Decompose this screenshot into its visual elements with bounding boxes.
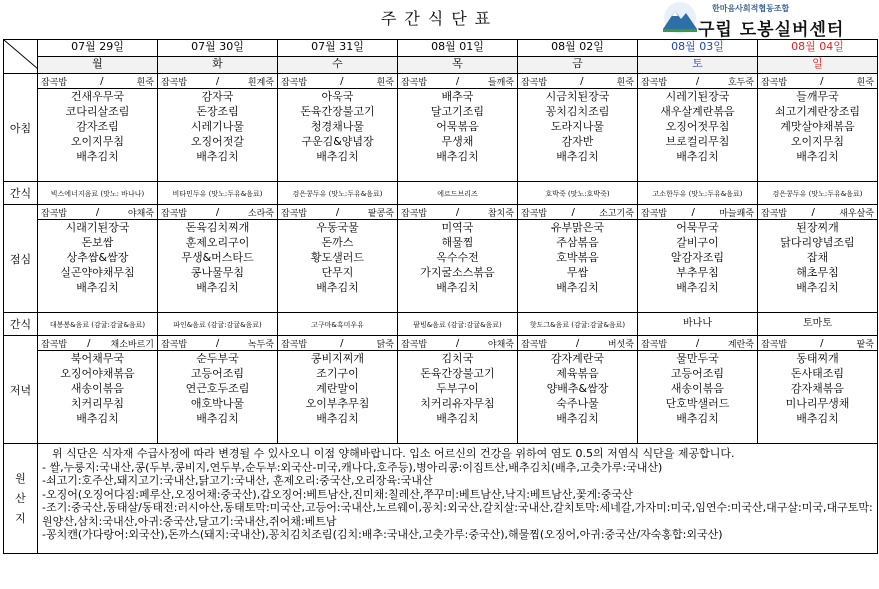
snack-text: 빅스에너지음료 (맛노: 바나나): [50, 189, 145, 198]
dish-item: 무쌈: [566, 266, 589, 279]
snack-cell: [278, 182, 398, 205]
rice-label: 잡곡밥: [281, 208, 308, 219]
porridge-label: 새우살죽: [839, 208, 874, 219]
dish-item: 치커리유자무침: [420, 397, 495, 410]
rice-label: 잡곡밥: [761, 339, 788, 350]
porridge-label: 소라죽: [247, 208, 274, 219]
rice-porridge-line: [758, 74, 877, 89]
dish-item: 유부맑은국: [550, 221, 605, 234]
corner-cell: [4, 40, 38, 74]
porridge-label: 닭죽: [376, 339, 394, 350]
dish-item: 돈까스: [321, 236, 354, 249]
dish-item: 배추김치: [556, 150, 599, 163]
date-cell: 07월 29일: [38, 40, 158, 57]
rice-porridge-line: [38, 336, 157, 351]
dish-item: 제육볶음: [556, 367, 599, 380]
slash-separator: /: [455, 75, 460, 87]
rice-label: 잡곡밥: [401, 339, 428, 350]
weekday-cell: 토: [638, 57, 758, 74]
dish-item: 돈육간장불고기: [420, 367, 495, 380]
snack-cell: [278, 313, 398, 336]
rice-label: 잡곡밥: [281, 339, 308, 350]
rice-label: 잡곡밥: [641, 339, 668, 350]
slash-separator: /: [571, 206, 575, 218]
dish-item: 배추김치: [316, 281, 359, 294]
dish-item: 구운김&양념장: [301, 135, 374, 148]
origin-label: [4, 444, 38, 554]
dish-item: 꽁치김치조림: [545, 105, 610, 118]
porridge-label: 흰죽: [616, 77, 634, 88]
meal-label-dinner: 저녁: [4, 336, 38, 444]
porridge-label: 참치죽: [487, 208, 514, 219]
rice-porridge-line: [158, 336, 277, 351]
dish-item: 콩비지찌개: [310, 352, 365, 365]
snack-cell: [398, 313, 518, 336]
dish-item: 배추김치: [316, 412, 359, 425]
origin-label-char: 산: [15, 491, 26, 505]
slash-separator: /: [691, 206, 695, 218]
snack-cell: [158, 182, 278, 205]
snack-text: 대봉봉&음료 (감귤:감귤&음료): [49, 320, 146, 329]
porridge-label: 버섯죽: [607, 339, 634, 350]
dish-item: 황도샐러드: [310, 251, 365, 264]
snack-cell: [758, 313, 878, 336]
meal-cell-dinner: [758, 336, 878, 444]
slash-separator: /: [820, 337, 824, 349]
rice-label: 잡곡밥: [281, 77, 308, 88]
page-title: 주간식단표: [380, 9, 499, 28]
meal-label-snack2: 간식: [4, 313, 38, 336]
dish-item: 연근호두조림: [185, 382, 250, 395]
dish-item: 오징어젓무침: [665, 120, 730, 133]
dish-item: 오이지무침: [790, 135, 845, 148]
meal-cell-dinner: [38, 336, 158, 444]
rice-porridge-line: [158, 205, 277, 220]
dish-item: 들깨무국: [796, 90, 839, 103]
weekday-cell: 일: [758, 57, 878, 74]
dish-item: 고등어조림: [670, 367, 725, 380]
dish-item: 잡채: [806, 251, 829, 264]
slash-separator: /: [695, 75, 700, 87]
slash-separator: /: [215, 75, 220, 87]
slash-separator: /: [811, 206, 815, 218]
weekday-cell: 월: [38, 57, 158, 74]
origin-note-line: -오징어(오징어다짐:페루산,오징어채:중국산),갑오징어:베트남산,진미채:칠레산,쭈꾸미:베트남산,낙지:베트남산,꽃게:중국산: [42, 487, 633, 501]
dish-item: 물만두국: [676, 352, 719, 365]
dish-item: 배추김치: [436, 281, 479, 294]
weekday-cell: 화: [158, 57, 278, 74]
dish-item: 돈보쌈: [81, 236, 114, 249]
slash-separator: /: [87, 337, 91, 349]
porridge-label: 팥죽: [856, 339, 874, 350]
slash-separator: /: [95, 206, 100, 218]
meal-cell-breakfast: [638, 74, 758, 182]
slash-separator: /: [215, 206, 220, 218]
snack-text: 에르드브리즈: [437, 189, 478, 198]
slash-separator: /: [820, 75, 824, 87]
porridge-label: 녹두죽: [247, 339, 274, 350]
dish-item: 무생&머스타드: [181, 251, 254, 264]
dish-item: 감자계란국: [550, 352, 605, 365]
porridge-label: 야채죽: [487, 339, 514, 350]
dish-item: 배추김치: [196, 281, 239, 294]
slash-separator: /: [455, 337, 460, 349]
meal-cell-lunch: [278, 205, 398, 313]
dish-item: 배추김치: [316, 150, 359, 163]
center-logo: [660, 1, 875, 40]
snack-text: 바나나: [683, 318, 712, 329]
rice-porridge-line: [518, 74, 637, 89]
snack-cell: [518, 182, 638, 205]
rice-label: 잡곡밥: [521, 208, 548, 219]
dish-item: 새우살계란볶음: [660, 105, 735, 118]
dish-item: 숙주나물: [556, 397, 599, 410]
origin-note-line: -조기:중국산,동태살/동태전:러시아산,동태토막:미국산,고등어:국내산,노르웨이,꽁치:외국산,갈치살:국내산,갈치토막:세네갈,가자미:미국,임연수:미국산,대구살:미국,대구토막:원양산,삼치:국내산,아귀:중국산,달고기:국내산,쥐어채:베트남: [42, 501, 873, 528]
meal-cell-lunch: [398, 205, 518, 313]
dish-item: 코다리살조림: [65, 105, 130, 118]
meal-cell-lunch: [38, 205, 158, 313]
dish-item: 돈육간장불고기: [300, 105, 375, 118]
rice-porridge-line: [38, 74, 157, 89]
dish-item: 오이지무침: [70, 135, 125, 148]
dish-item: 미역국: [441, 221, 474, 234]
weekday-cell: 수: [278, 57, 398, 74]
meal-cell-breakfast: [758, 74, 878, 182]
dish-item: 실곤약야채무침: [60, 266, 135, 279]
rice-porridge-line: [638, 336, 757, 351]
dish-item: 갈비구이: [676, 236, 719, 249]
snack-cell: [518, 313, 638, 336]
rice-porridge-line: [638, 74, 757, 89]
dish-item: 단무지: [321, 266, 354, 279]
dish-item: 감자국: [201, 90, 234, 103]
dish-item: 애호박나물: [190, 397, 245, 410]
dish-item: 호박볶음: [556, 251, 599, 264]
snack-text: 비타민두유 (맛노:두유&음료): [172, 189, 263, 198]
dish-item: 미나리무생채: [785, 397, 850, 410]
porridge-label: 흰죽: [136, 77, 154, 88]
rice-label: 잡곡밥: [761, 208, 788, 219]
dish-item: 배추김치: [556, 281, 599, 294]
rice-label: 잡곡밥: [641, 77, 668, 88]
dish-item: 배추김치: [796, 150, 839, 163]
dish-item: 배추김치: [556, 412, 599, 425]
meal-cell-dinner: [398, 336, 518, 444]
rice-porridge-line: [278, 205, 397, 220]
diagonal-line: [4, 40, 38, 69]
rice-label: 잡곡밥: [401, 77, 428, 88]
rice-label: 잡곡밥: [761, 77, 788, 88]
dish-item: 순두부국: [196, 352, 239, 365]
dish-item: 김치국: [441, 352, 474, 365]
date-cell: 08월 01일: [398, 40, 518, 57]
date-cell: 08월 04일: [758, 40, 878, 57]
dish-item: 건새우무국: [70, 90, 125, 103]
slash-separator: /: [455, 206, 460, 218]
dish-item: 배추김치: [796, 412, 839, 425]
mountain-logo-icon: [660, 1, 700, 35]
meal-cell-lunch: [758, 205, 878, 313]
snack-text: 팥빙&음료 (감귤:감귤&음료): [413, 320, 502, 329]
rice-label: 잡곡밥: [161, 208, 188, 219]
center-name: 구립 도봉실버센터: [698, 20, 845, 40]
weekly-menu-table: [3, 39, 878, 554]
snack-text: 고소한두유 (맛노:두유&음료): [652, 189, 743, 198]
dish-item: 가지굴소스볶음: [420, 266, 495, 279]
dish-item: 돈사태조림: [790, 367, 845, 380]
snack-cell: [38, 182, 158, 205]
rice-label: 잡곡밥: [401, 208, 428, 219]
snack-text: 파인&음료 (감귤:감귤&음료): [173, 320, 262, 329]
rice-label: 잡곡밥: [161, 77, 188, 88]
dish-item: 콩나물무침: [190, 266, 245, 279]
origin-note-line: -쇠고기:호주산,돼지고기:국내산,닭고기:국내산, 훈제오리:중국산,오리장육:국내산: [42, 474, 433, 487]
rice-label: 잡곡밥: [41, 208, 68, 219]
snack-text: 고구마&흑미우유: [311, 320, 364, 329]
dish-item: 양배추&쌈장: [546, 382, 609, 395]
rice-porridge-line: [38, 205, 157, 220]
dish-item: 고등어조림: [190, 367, 245, 380]
rice-porridge-line: [758, 205, 877, 220]
slash-separator: /: [340, 337, 344, 349]
weekday-cell: 금: [518, 57, 638, 74]
dish-item: 새송이볶음: [670, 382, 725, 395]
meal-cell-breakfast: [38, 74, 158, 182]
snack-text: 호박죽 (맛노:호박죽): [545, 189, 610, 198]
dish-item: 옥수수전: [436, 251, 479, 264]
dish-item: 쇠고기계란장조림: [774, 105, 860, 118]
rice-porridge-line: [278, 74, 397, 89]
dish-item: 감자채볶음: [790, 382, 845, 395]
dish-item: 계맛살야채볶음: [780, 120, 855, 133]
origin-label-char: 원: [15, 471, 26, 485]
slash-separator: /: [215, 337, 220, 349]
dish-item: 우동국물: [316, 221, 359, 234]
slash-separator: /: [695, 337, 700, 349]
meal-cell-dinner: [518, 336, 638, 444]
dish-item: 오징어야채볶음: [60, 367, 135, 380]
dish-item: 배추김치: [76, 412, 119, 425]
dish-item: 배추김치: [436, 150, 479, 163]
snack-cell: [758, 182, 878, 205]
dish-item: 부추무침: [676, 266, 719, 279]
rice-porridge-line: [158, 74, 277, 89]
rice-porridge-line: [278, 336, 397, 351]
dish-item: 해초무침: [796, 266, 839, 279]
dish-item: 달고기조림: [430, 105, 485, 118]
dish-item: 두부구이: [436, 382, 479, 395]
porridge-label: 계란죽: [727, 339, 754, 350]
porridge-label: 흰죽: [376, 77, 394, 88]
dish-item: 시래기된장국: [65, 221, 130, 234]
rice-label: 잡곡밥: [521, 77, 548, 88]
dish-item: 오이부추무침: [305, 397, 370, 410]
rice-porridge-line: [518, 336, 637, 351]
dish-item: 감자조림: [76, 120, 119, 133]
dish-item: 시레기된장국: [665, 90, 730, 103]
snack-text: 핫도그&음료 (감귤:감귤&음료): [529, 320, 626, 329]
slash-separator: /: [340, 75, 344, 87]
rice-porridge-line: [758, 336, 877, 351]
origin-note-line: - 쌀,누룽지:국내산,콩(두부,콩비지,연두부,순두부:외국산-미국,캐나다,호주등),병아리콩:이집트산,배추김치(배추,고춧가루:국내산): [42, 460, 663, 474]
dish-item: 배추김치: [76, 281, 119, 294]
dish-item: 배추김치: [676, 150, 719, 163]
org-name: 한마음사회적협동조합: [712, 4, 790, 13]
dish-item: 어묵무국: [676, 221, 719, 234]
dish-item: 단호박샐러드: [665, 397, 730, 410]
dish-item: 배추김치: [676, 412, 719, 425]
meal-cell-breakfast: [278, 74, 398, 182]
slash-separator: /: [580, 75, 584, 87]
porridge-label: 소고기죽: [599, 208, 634, 219]
rice-label: 잡곡밥: [641, 208, 668, 219]
dish-item: 알감자조림: [670, 251, 725, 264]
dish-item: 아욱국: [321, 90, 354, 103]
snack-cell: [158, 313, 278, 336]
dish-item: 도라지나물: [550, 120, 605, 133]
meal-cell-breakfast: [398, 74, 518, 182]
slash-separator: /: [335, 206, 340, 218]
rice-label: 잡곡밥: [521, 339, 548, 350]
origin-note-line: 위 식단은 식자재 수급사정에 따라 변경될 수 있사오니 이점 양해바랍니다. 입소 어르신의 건강을 위하여 염도 0.5의 저염식 식단을 제공합니다.: [52, 447, 735, 460]
snack-cell: [638, 313, 758, 336]
dish-item: 감자반: [561, 135, 594, 148]
date-cell: 07월 31일: [278, 40, 398, 57]
porridge-label: 호두죽: [727, 77, 754, 88]
rice-porridge-line: [398, 205, 517, 220]
porridge-label: 들깨죽: [487, 77, 514, 88]
dish-item: 청경채나물: [310, 120, 365, 133]
dish-item: 배추김치: [676, 281, 719, 294]
dish-item: 배추김치: [196, 412, 239, 425]
dish-item: 상추쌈&쌈장: [66, 251, 129, 264]
dish-item: 배추김치: [796, 281, 839, 294]
meal-cell-breakfast: [158, 74, 278, 182]
rice-label: 잡곡밥: [161, 339, 188, 350]
porridge-label: 채소바르기: [110, 339, 154, 350]
meal-label-breakfast: 아침: [4, 74, 38, 182]
rice-porridge-line: [518, 205, 637, 220]
rice-porridge-line: [638, 205, 757, 220]
dish-item: 무생채: [441, 135, 474, 148]
dish-item: 북어채무국: [70, 352, 125, 365]
origin-notes: [38, 444, 878, 554]
date-cell: 08월 02일: [518, 40, 638, 57]
dish-item: 배추김치: [76, 150, 119, 163]
snack-text: 검은콩두유 (맛노:두유&음료): [772, 189, 863, 198]
meal-cell-breakfast: [518, 74, 638, 182]
porridge-label: 팥콩죽: [367, 208, 394, 219]
dish-item: 된장찌개: [796, 221, 839, 234]
dish-item: 오징어젓갈: [190, 135, 245, 148]
slash-separator: /: [575, 337, 580, 349]
dish-item: 배추국: [441, 90, 474, 103]
meal-cell-dinner: [638, 336, 758, 444]
porridge-label: 야채죽: [127, 208, 154, 219]
dish-item: 새송이볶음: [70, 382, 125, 395]
meal-label-lunch: 점심: [4, 205, 38, 313]
meal-cell-dinner: [278, 336, 398, 444]
slash-separator: /: [100, 75, 104, 87]
dish-item: 배추김치: [436, 412, 479, 425]
snack-text: 검은콩두유 (맛노:두유&음료): [292, 189, 383, 198]
dish-item: 닭다리양념조림: [780, 236, 855, 249]
meal-cell-lunch: [638, 205, 758, 313]
dish-item: 계란말이: [316, 382, 359, 395]
snack-cell: [638, 182, 758, 205]
origin-note-line: -꽁치캔(가다랑어:외국산),돈까스(돼지:국내산),꽁치김치조림(김치:배추:국내산,고춧가루:중국산),해물찜(오징어,아귀:중국산/자숙홍합:외국산): [42, 528, 723, 541]
dish-item: 조기구이: [316, 367, 359, 380]
porridge-label: 마늘쾌죽: [719, 208, 754, 219]
dish-item: 시금치된장국: [545, 90, 610, 103]
meal-cell-dinner: [158, 336, 278, 444]
dish-item: 훈제오리구이: [185, 236, 250, 249]
meal-cell-lunch: [518, 205, 638, 313]
porridge-label: 흰죽: [856, 77, 874, 88]
dish-item: 돈장조림: [196, 105, 239, 118]
dish-item: 주삼볶음: [556, 236, 599, 249]
date-cell: 08월 03일: [638, 40, 758, 57]
origin-label-char: 지: [15, 511, 26, 525]
meal-label-snack1: 간식: [4, 182, 38, 205]
dish-item: 시레기나물: [190, 120, 245, 133]
rice-porridge-line: [398, 74, 517, 89]
dish-item: 돈육김치찌개: [185, 221, 250, 234]
rice-label: 잡곡밥: [41, 77, 68, 88]
dish-item: 어묵볶음: [436, 120, 479, 133]
dish-item: 동태찌개: [796, 352, 839, 365]
snack-text: 토마토: [803, 318, 832, 329]
date-cell: 07월 30일: [158, 40, 278, 57]
snack-cell: [38, 313, 158, 336]
dish-item: 치커리무침: [70, 397, 125, 410]
dish-item: 배추김치: [196, 150, 239, 163]
meal-cell-lunch: [158, 205, 278, 313]
rice-porridge-line: [398, 336, 517, 351]
dish-item: 브로컬리무침: [665, 135, 730, 148]
weekday-cell: 목: [398, 57, 518, 74]
rice-label: 잡곡밥: [41, 339, 68, 350]
dish-item: 해물찜: [441, 236, 474, 249]
porridge-label: 흰계죽: [247, 77, 274, 88]
snack-cell: [398, 182, 518, 205]
